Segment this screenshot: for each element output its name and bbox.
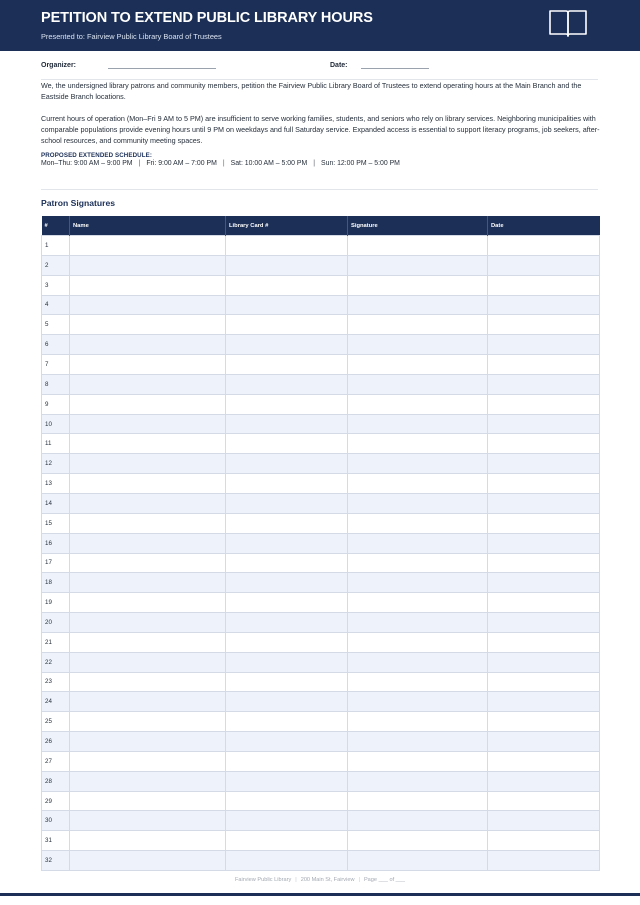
table-row	[42, 255, 600, 275]
row-number: 26	[42, 732, 70, 752]
table-row	[42, 474, 600, 494]
signature-cell[interactable]	[348, 553, 488, 573]
signature-rows	[42, 236, 600, 871]
date-cell[interactable]	[488, 275, 600, 295]
table-row	[42, 355, 600, 375]
signature-cell[interactable]	[348, 692, 488, 712]
library-card-cell[interactable]	[226, 255, 348, 275]
row-number: 25	[42, 712, 70, 732]
name-cell[interactable]	[70, 573, 226, 593]
signature-cell[interactable]	[348, 255, 488, 275]
row-number: 15	[42, 513, 70, 533]
signature-cell[interactable]	[348, 791, 488, 811]
library-card-cell[interactable]	[226, 394, 348, 414]
table-row	[42, 493, 600, 513]
row-number: 14	[42, 493, 70, 513]
separator: |	[222, 160, 225, 167]
name-cell[interactable]	[70, 732, 226, 752]
signature-cell[interactable]	[348, 335, 488, 355]
library-card-cell[interactable]	[226, 851, 348, 871]
table-row	[42, 791, 600, 811]
date-cell[interactable]	[488, 573, 600, 593]
schedule-item: Fri: 9:00 AM – 7:00 PM	[146, 160, 217, 167]
separator: |	[313, 160, 316, 167]
date-cell[interactable]	[488, 355, 600, 375]
name-cell[interactable]	[70, 652, 226, 672]
date-cell[interactable]	[488, 434, 600, 454]
signature-cell[interactable]	[348, 414, 488, 434]
date-cell[interactable]	[488, 593, 600, 613]
signature-cell[interactable]	[348, 831, 488, 851]
footer-page-number: Page ___ of ___	[363, 877, 406, 883]
date-label: Date:	[330, 62, 348, 69]
name-cell[interactable]	[70, 414, 226, 434]
date-cell[interactable]	[488, 553, 600, 573]
table-row	[42, 712, 600, 732]
name-cell[interactable]	[70, 315, 226, 335]
library-card-cell[interactable]	[226, 474, 348, 494]
name-cell[interactable]	[70, 335, 226, 355]
library-card-cell[interactable]	[226, 374, 348, 394]
divider	[41, 189, 598, 190]
signature-cell[interactable]	[348, 454, 488, 474]
name-cell[interactable]	[70, 394, 226, 414]
library-card-cell[interactable]	[226, 434, 348, 454]
signatures-title: Patron Signatures	[41, 198, 116, 208]
signature-cell[interactable]	[348, 374, 488, 394]
library-card-cell[interactable]	[226, 692, 348, 712]
signature-cell[interactable]	[348, 315, 488, 335]
row-number: 8	[42, 374, 70, 394]
library-card-cell[interactable]	[226, 751, 348, 771]
row-number: 7	[42, 355, 70, 375]
date-cell[interactable]	[488, 751, 600, 771]
date-cell[interactable]	[488, 672, 600, 692]
signature-cell[interactable]	[348, 811, 488, 831]
row-number: 31	[42, 831, 70, 851]
date-cell[interactable]	[488, 414, 600, 434]
library-card-cell[interactable]	[226, 335, 348, 355]
page-header	[0, 0, 640, 51]
table-row	[42, 315, 600, 335]
library-card-cell[interactable]	[226, 593, 348, 613]
row-number: 30	[42, 811, 70, 831]
row-number: 2	[42, 255, 70, 275]
library-card-cell[interactable]	[226, 791, 348, 811]
table-row	[42, 533, 600, 553]
date-cell[interactable]	[488, 474, 600, 494]
table-row	[42, 236, 600, 256]
separator: |	[358, 877, 360, 883]
signature-cell[interactable]	[348, 533, 488, 553]
name-cell[interactable]	[70, 831, 226, 851]
library-card-cell[interactable]	[226, 573, 348, 593]
table-row	[42, 692, 600, 712]
date-cell[interactable]	[488, 851, 600, 871]
table-row	[42, 513, 600, 533]
row-number: 21	[42, 632, 70, 652]
table-row	[42, 652, 600, 672]
signature-cell[interactable]	[348, 236, 488, 256]
table-row	[42, 454, 600, 474]
name-cell[interactable]	[70, 275, 226, 295]
schedule-item: Sun: 12:00 PM – 5:00 PM	[321, 160, 400, 167]
library-card-cell[interactable]	[226, 771, 348, 791]
library-card-cell[interactable]	[226, 454, 348, 474]
library-card-cell[interactable]	[226, 533, 348, 553]
row-number: 23	[42, 672, 70, 692]
date-cell[interactable]	[488, 454, 600, 474]
name-cell[interactable]	[70, 751, 226, 771]
row-number: 16	[42, 533, 70, 553]
signature-cell[interactable]	[348, 672, 488, 692]
date-cell[interactable]	[488, 315, 600, 335]
table-row	[42, 811, 600, 831]
signature-cell[interactable]	[348, 593, 488, 613]
table-row	[42, 851, 600, 871]
column-header-number: #	[42, 216, 70, 236]
signature-cell[interactable]	[348, 613, 488, 633]
column-header-library-card: Library Card #	[226, 216, 348, 236]
name-cell[interactable]	[70, 355, 226, 375]
signature-table	[41, 216, 600, 871]
row-number: 5	[42, 315, 70, 335]
organizer-field[interactable]	[108, 68, 216, 69]
date-cell[interactable]	[488, 513, 600, 533]
date-cell[interactable]	[488, 652, 600, 672]
name-cell[interactable]	[70, 513, 226, 533]
date-cell[interactable]	[488, 632, 600, 652]
date-cell[interactable]	[488, 533, 600, 553]
library-card-cell[interactable]	[226, 712, 348, 732]
row-number: 1	[42, 236, 70, 256]
name-cell[interactable]	[70, 613, 226, 633]
row-number: 11	[42, 434, 70, 454]
date-cell[interactable]	[488, 692, 600, 712]
signature-cell[interactable]	[348, 652, 488, 672]
row-number: 9	[42, 394, 70, 414]
signature-cell[interactable]	[348, 771, 488, 791]
signature-cell[interactable]	[348, 275, 488, 295]
library-card-cell[interactable]	[226, 355, 348, 375]
library-card-cell[interactable]	[226, 513, 348, 533]
table-row	[42, 573, 600, 593]
petition-rationale: Current hours of operation (Mon–Fri 9 AM to 5 PM) are insufficient to serve working families, students, and seniors who rely on library services. Neighboring municipalities with comparable populations provide evening hours until 9 PM on weekdays and full Saturday service. Expanded access is essential to support literacy programs, job seekers, after-school resources, and community meeting spaces.	[41, 114, 600, 146]
signature-cell[interactable]	[348, 493, 488, 513]
column-header-name: Name	[70, 216, 226, 236]
row-number: 19	[42, 593, 70, 613]
table-row	[42, 831, 600, 851]
schedule-item: Sat: 10:00 AM – 5:00 PM	[230, 160, 308, 167]
library-card-cell[interactable]	[226, 632, 348, 652]
footer-library: Fairview Public Library	[234, 877, 292, 883]
row-number: 28	[42, 771, 70, 791]
library-card-cell[interactable]	[226, 493, 348, 513]
date-cell[interactable]	[488, 811, 600, 831]
signature-cell[interactable]	[348, 732, 488, 752]
name-cell[interactable]	[70, 295, 226, 315]
name-cell[interactable]	[70, 474, 226, 494]
name-cell[interactable]	[70, 236, 226, 256]
name-cell[interactable]	[70, 851, 226, 871]
row-number: 32	[42, 851, 70, 871]
signature-cell[interactable]	[348, 751, 488, 771]
open-book-icon	[548, 8, 588, 38]
signature-cell[interactable]	[348, 434, 488, 454]
table-row	[42, 732, 600, 752]
footer-address: 200 Main St, Fairview	[300, 877, 355, 883]
name-cell[interactable]	[70, 374, 226, 394]
table-row	[42, 335, 600, 355]
signature-cell[interactable]	[348, 513, 488, 533]
date-cell[interactable]	[488, 613, 600, 633]
separator: |	[295, 877, 297, 883]
table-row	[42, 434, 600, 454]
table-row	[42, 414, 600, 434]
signature-cell[interactable]	[348, 712, 488, 732]
row-number: 17	[42, 553, 70, 573]
name-cell[interactable]	[70, 434, 226, 454]
schedule-label: PROPOSED EXTENDED SCHEDULE:	[41, 152, 152, 159]
separator: |	[138, 160, 141, 167]
name-cell[interactable]	[70, 533, 226, 553]
row-number: 10	[42, 414, 70, 434]
date-cell[interactable]	[488, 255, 600, 275]
date-cell[interactable]	[488, 394, 600, 414]
library-card-cell[interactable]	[226, 732, 348, 752]
row-number: 22	[42, 652, 70, 672]
signature-cell[interactable]	[348, 573, 488, 593]
date-cell[interactable]	[488, 493, 600, 513]
date-cell[interactable]	[488, 831, 600, 851]
name-cell[interactable]	[70, 632, 226, 652]
library-card-cell[interactable]	[226, 315, 348, 335]
date-cell[interactable]	[488, 712, 600, 732]
name-cell[interactable]	[70, 712, 226, 732]
row-number: 29	[42, 791, 70, 811]
name-cell[interactable]	[70, 553, 226, 573]
row-number: 13	[42, 474, 70, 494]
footer-bar	[0, 893, 640, 896]
petition-title: PETITION TO EXTEND PUBLIC LIBRARY HOURS	[41, 10, 373, 26]
name-cell[interactable]	[70, 672, 226, 692]
library-card-cell[interactable]	[226, 831, 348, 851]
name-cell[interactable]	[70, 454, 226, 474]
signature-cell[interactable]	[348, 355, 488, 375]
petition-intro: We, the undersigned library patrons and community members, petition the Fairview Public Library Board of Trustees to extend operating hours at the Main Branch and the Eastside Branch locations.	[41, 81, 582, 102]
name-cell[interactable]	[70, 255, 226, 275]
signature-cell[interactable]	[348, 295, 488, 315]
table-row	[42, 394, 600, 414]
name-cell[interactable]	[70, 493, 226, 513]
library-card-cell[interactable]	[226, 295, 348, 315]
table-row	[42, 374, 600, 394]
library-card-cell[interactable]	[226, 553, 348, 573]
row-number: 18	[42, 573, 70, 593]
date-field[interactable]	[361, 68, 429, 69]
page-footer	[0, 877, 640, 883]
proposed-schedule	[41, 160, 400, 167]
date-cell[interactable]	[488, 335, 600, 355]
date-cell[interactable]	[488, 771, 600, 791]
table-row	[42, 553, 600, 573]
name-cell[interactable]	[70, 771, 226, 791]
library-card-cell[interactable]	[226, 236, 348, 256]
row-number: 24	[42, 692, 70, 712]
signature-cell[interactable]	[348, 632, 488, 652]
name-cell[interactable]	[70, 692, 226, 712]
row-number: 27	[42, 751, 70, 771]
schedule-item: Mon–Thu: 9:00 AM – 9:00 PM	[41, 160, 133, 167]
date-cell[interactable]	[488, 295, 600, 315]
table-row	[42, 613, 600, 633]
date-cell[interactable]	[488, 374, 600, 394]
row-number: 12	[42, 454, 70, 474]
row-number: 3	[42, 275, 70, 295]
library-card-cell[interactable]	[226, 811, 348, 831]
date-cell[interactable]	[488, 732, 600, 752]
table-header-row	[42, 216, 600, 236]
table-row	[42, 593, 600, 613]
library-card-cell[interactable]	[226, 652, 348, 672]
library-card-cell[interactable]	[226, 613, 348, 633]
table-row	[42, 275, 600, 295]
table-row	[42, 672, 600, 692]
library-card-cell[interactable]	[226, 275, 348, 295]
signature-cell[interactable]	[348, 474, 488, 494]
name-cell[interactable]	[70, 811, 226, 831]
petition-subtitle: Presented to: Fairview Public Library Board of Trustees	[41, 32, 222, 41]
column-header-date: Date	[488, 216, 600, 236]
date-cell[interactable]	[488, 236, 600, 256]
row-number: 20	[42, 613, 70, 633]
row-number: 6	[42, 335, 70, 355]
table-row	[42, 632, 600, 652]
library-card-cell[interactable]	[226, 672, 348, 692]
date-cell[interactable]	[488, 791, 600, 811]
row-number: 4	[42, 295, 70, 315]
table-row	[42, 295, 600, 315]
signature-cell[interactable]	[348, 394, 488, 414]
library-card-cell[interactable]	[226, 414, 348, 434]
organizer-label: Organizer:	[41, 62, 77, 69]
signature-cell[interactable]	[348, 851, 488, 871]
column-header-signature: Signature	[348, 216, 488, 236]
name-cell[interactable]	[70, 593, 226, 613]
name-cell[interactable]	[70, 791, 226, 811]
table-row	[42, 771, 600, 791]
table-row	[42, 751, 600, 771]
